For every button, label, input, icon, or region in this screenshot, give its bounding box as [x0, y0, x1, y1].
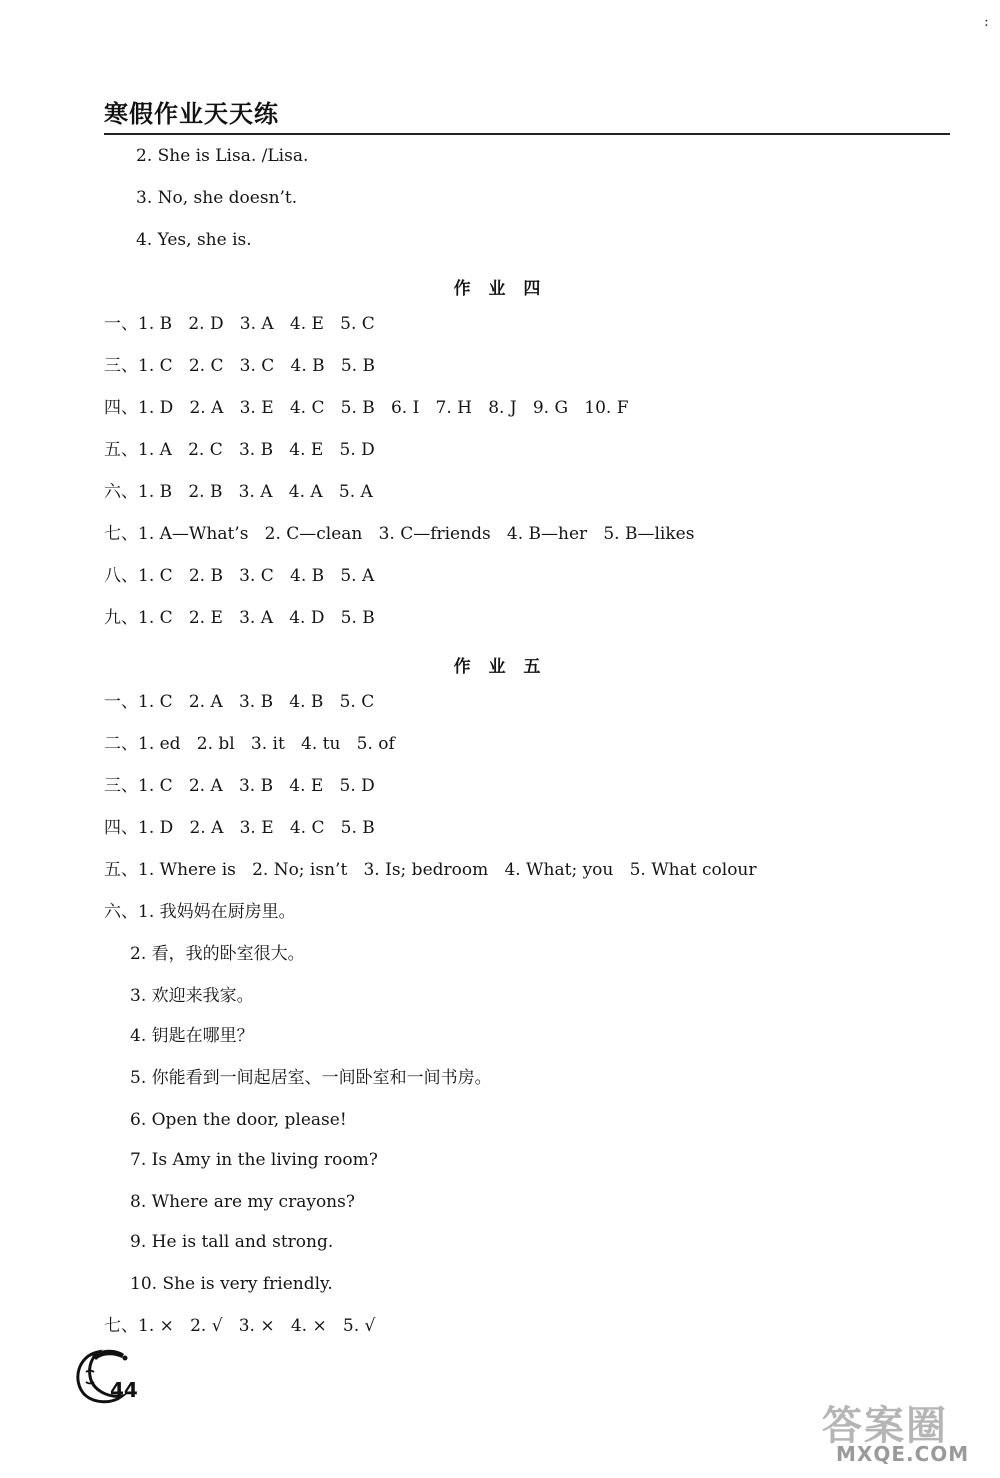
answer-line: 五、1. Where is 2. No; isn’t 3. Is; bedroom 4. What; you 5. What colour [104, 860, 757, 880]
book-title: 寒假作业天天练 [104, 100, 279, 128]
answer-line: 一、1. C 2. A 3. B 4. B 5. C [104, 692, 375, 712]
answer-line: 3. No, she doesn’t. [136, 188, 298, 208]
answer-line: 四、1. D 2. A 3. E 4. C 5. B 6. I 7. H 8. J 9. G 10. F [104, 398, 629, 418]
answer-line: 6. Open the door, please! [130, 1110, 347, 1130]
answer-line: 二、1. ed 2. bl 3. it 4. tu 5. of [104, 734, 395, 754]
page-number: 44 [110, 1378, 138, 1402]
answer-line: 4. Yes, she is. [136, 230, 252, 250]
section-heading-homework-4: 作 业 四 [453, 279, 547, 299]
answer-line: 9. He is tall and strong. [130, 1232, 334, 1252]
corner-mark: : [984, 14, 989, 30]
answer-line: 六、1. 我妈妈在厨房里。 [104, 902, 296, 922]
answer-line: 五、1. A 2. C 3. B 4. E 5. D [104, 440, 375, 460]
answer-line: 8. Where are my crayons? [130, 1192, 355, 1212]
answer-line: 四、1. D 2. A 3. E 4. C 5. B [104, 818, 375, 838]
answer-line: 10. She is very friendly. [130, 1274, 333, 1294]
section-heading-homework-5: 作 业 五 [453, 657, 547, 677]
answer-line: 2. She is Lisa. /Lisa. [136, 146, 309, 166]
answer-line: 一、1. B 2. D 3. A 4. E 5. C [104, 314, 375, 334]
answer-line: 7. Is Amy in the living room? [130, 1150, 378, 1170]
watermark-url: MXQE.COM [836, 1442, 970, 1466]
watermark-logo: 答案圈 [822, 1403, 948, 1449]
header-divider [104, 133, 950, 135]
answer-line: 七、1. × 2. √ 3. × 4. × 5. √ [104, 1316, 376, 1336]
answer-line: 三、1. C 2. A 3. B 4. E 5. D [104, 776, 375, 796]
answer-line: 3. 欢迎来我家。 [130, 986, 254, 1006]
answer-line: 5. 你能看到一间起居室、一间卧室和一间书房。 [130, 1068, 492, 1088]
answer-line: 4. 钥匙在哪里？ [130, 1026, 254, 1046]
answer-line: 七、1. A—What’s 2. C—clean 3. C—friends 4. B—her 5. B—likes [104, 524, 695, 544]
answer-line: 三、1. C 2. C 3. C 4. B 5. B [104, 356, 375, 376]
answer-line: 六、1. B 2. B 3. A 4. A 5. A [104, 482, 373, 502]
answer-line: 2. 看，我的卧室很大。 [130, 944, 305, 964]
answer-line: 八、1. C 2. B 3. C 4. B 5. A [104, 566, 375, 586]
answer-line: 九、1. C 2. E 3. A 4. D 5. B [104, 608, 375, 628]
